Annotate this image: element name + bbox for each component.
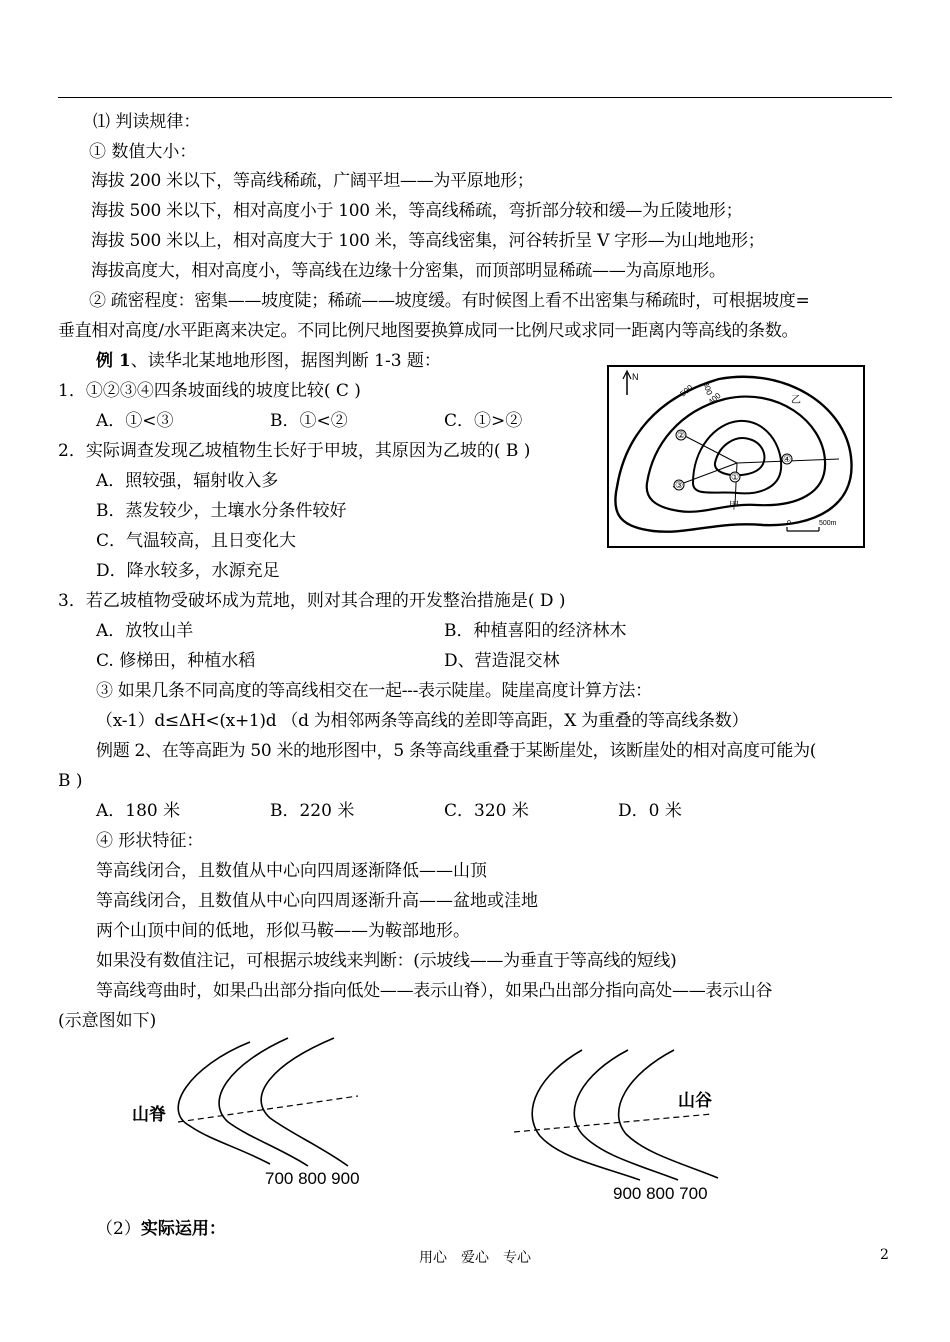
question-1-option-c: C．①>② — [444, 411, 523, 431]
text-slope-line: 如果没有数值注记，可根据示坡线来判断：(示坡线——为垂直于等高线的短线) — [96, 951, 677, 971]
text-plateau: 海拔高度大，相对高度小，等高线在边缘十分密集，而顶部明显稀疏——为高原地形。 — [91, 261, 726, 281]
text-peak: 等高线闭合，且数值从中心向四周逐渐降低——山顶 — [96, 861, 487, 881]
subheading-cliff: ③ 如果几条不同高度的等高线相交在一起---表示陡崖。陡崖高度计算方法： — [96, 681, 652, 701]
question-2-option-a: A．照较强，辐射收入多 — [96, 471, 279, 491]
slope-label-yi: 乙 — [791, 395, 801, 406]
example-2-answer: B ) — [58, 771, 83, 791]
section-heading-1: ⑴ 判读规律： — [93, 112, 201, 132]
text-basin: 等高线闭合，且数值从中心向四周逐渐升高——盆地或洼地 — [96, 891, 538, 911]
contour-label-400: 400 — [706, 391, 723, 407]
scale-label-0: 0 — [787, 520, 791, 527]
ridge-line — [178, 1096, 358, 1122]
question-3-option-d: D、营造混交林 — [444, 651, 560, 671]
formula-cliff-height: （x-1）d≤ΔH<(x+1)d （d 为相邻两条等高线的差即等高距，X 为重叠的等高线条数） — [96, 711, 749, 731]
example-2-option-b: B．220 米 — [270, 801, 355, 821]
example-2-option-c: C．320 米 — [444, 801, 529, 821]
question-1-option-b: B．①<② — [270, 411, 348, 431]
question-2-option-b: B．蒸发较少，土壤水分条件较好 — [96, 501, 347, 521]
question-2-option-c: C．气温较高，且日变化大 — [96, 531, 297, 551]
ridge-contour-700 — [178, 1042, 270, 1164]
subheading-density: ② 疏密程度：密集——坡度陡；稀疏——坡度缓。有时候图上看不出密集与稀疏时，可根据坡度= — [89, 291, 810, 311]
section-2-title: 实际运用： — [140, 1219, 226, 1239]
contour-label-500: 500 — [678, 383, 695, 399]
footer-text: 用心 爱心 专心 — [419, 1250, 531, 1266]
question-3-option-a: A．放牧山羊 — [96, 621, 194, 641]
page-number: 2 — [880, 1247, 889, 1263]
question-3: 3．若乙坡植物受破坏成为荒地，则对其合理的开发整治措施是( D ) — [58, 591, 566, 611]
question-2: 2．实际调查发现乙坡植物生长好于甲坡，其原因为乙坡的( B ) — [58, 441, 531, 461]
example-2-option-a: A．180 米 — [96, 801, 181, 821]
contour-label-300: 300 — [701, 380, 715, 397]
ridge-values: 700 800 900 — [265, 1169, 360, 1188]
ridge-diagram — [120, 1030, 390, 1200]
subheading-numeric-size: ① 数值大小： — [89, 142, 197, 162]
text-saddle: 两个山顶中间的低地，形似马鞍——为鞍部地形。 — [96, 921, 470, 941]
north-label: N — [632, 372, 639, 382]
example-1-label: 例 1 — [96, 351, 131, 371]
subheading-shape: ④ 形状特征： — [96, 831, 204, 851]
question-2-option-d: D．降水较多，水源充足 — [96, 561, 280, 581]
header-rule — [58, 97, 892, 98]
text-mountains: 海拔 500 米以上，相对高度大于 100 米，等高线密集，河谷转折呈 V 字形—为山地地形； — [91, 231, 765, 251]
valley-contour-700 — [619, 1050, 718, 1178]
text-density-cont: 垂直相对高度/水平距离来决定。不同比例尺地图要换算成同一比例尺或求同一距离内等高线的条数。 — [58, 321, 799, 341]
example-1-heading — [96, 350, 441, 372]
question-3-option-c: C. 修梯田，种植水稻 — [96, 651, 256, 671]
valley-contour-800 — [574, 1050, 678, 1180]
marker-4: ④ — [782, 454, 792, 464]
question-3-option-b: B．种植喜阳的经济林木 — [444, 621, 627, 641]
valley-label: 山谷 — [678, 1091, 712, 1110]
valley-line — [514, 1114, 712, 1132]
ridge-label: 山脊 — [132, 1105, 166, 1124]
section-heading-2 — [96, 1218, 226, 1240]
question-1-option-a: A．①<③ — [96, 411, 174, 431]
text-plain: 海拔 200 米以下，等高线稀疏，广阔平坦——为平原地形； — [91, 171, 534, 191]
section-2-number: （2） — [96, 1219, 141, 1239]
example-2-option-d: D．0 米 — [618, 801, 682, 821]
slope-label-jia: 甲 — [729, 501, 739, 512]
question-1: 1．①②③④四条坡面线的坡度比较( C ) — [58, 381, 361, 401]
text-hills: 海拔 500 米以下，相对高度小于 100 米，等高线稀疏，弯折部分较和缓—为丘陵地形； — [91, 201, 743, 221]
marker-1: ① — [730, 472, 740, 482]
scale-label-500m: 500m — [819, 520, 837, 527]
valley-values: 900 800 700 — [613, 1184, 708, 1203]
text-diagram-note: (示意图如下) — [58, 1011, 157, 1031]
marker-3: ③ — [674, 480, 684, 490]
marker-2: ② — [676, 430, 686, 440]
example-2-question: 例题 2、在等高距为 50 米的地形图中，5 条等高线重叠于某断崖处，该断崖处的相对高度可能为( — [96, 741, 817, 761]
valley-diagram — [500, 1040, 750, 1215]
example-1-text: 、读华北某地地形图，据图判断 1-3 题： — [130, 351, 441, 371]
text-ridge-valley: 等高线弯曲时，如果凸出部分指向低处——表示山脊），如果凸出部分指向高处——表示山谷 — [96, 981, 773, 1001]
contour-map — [607, 365, 865, 548]
